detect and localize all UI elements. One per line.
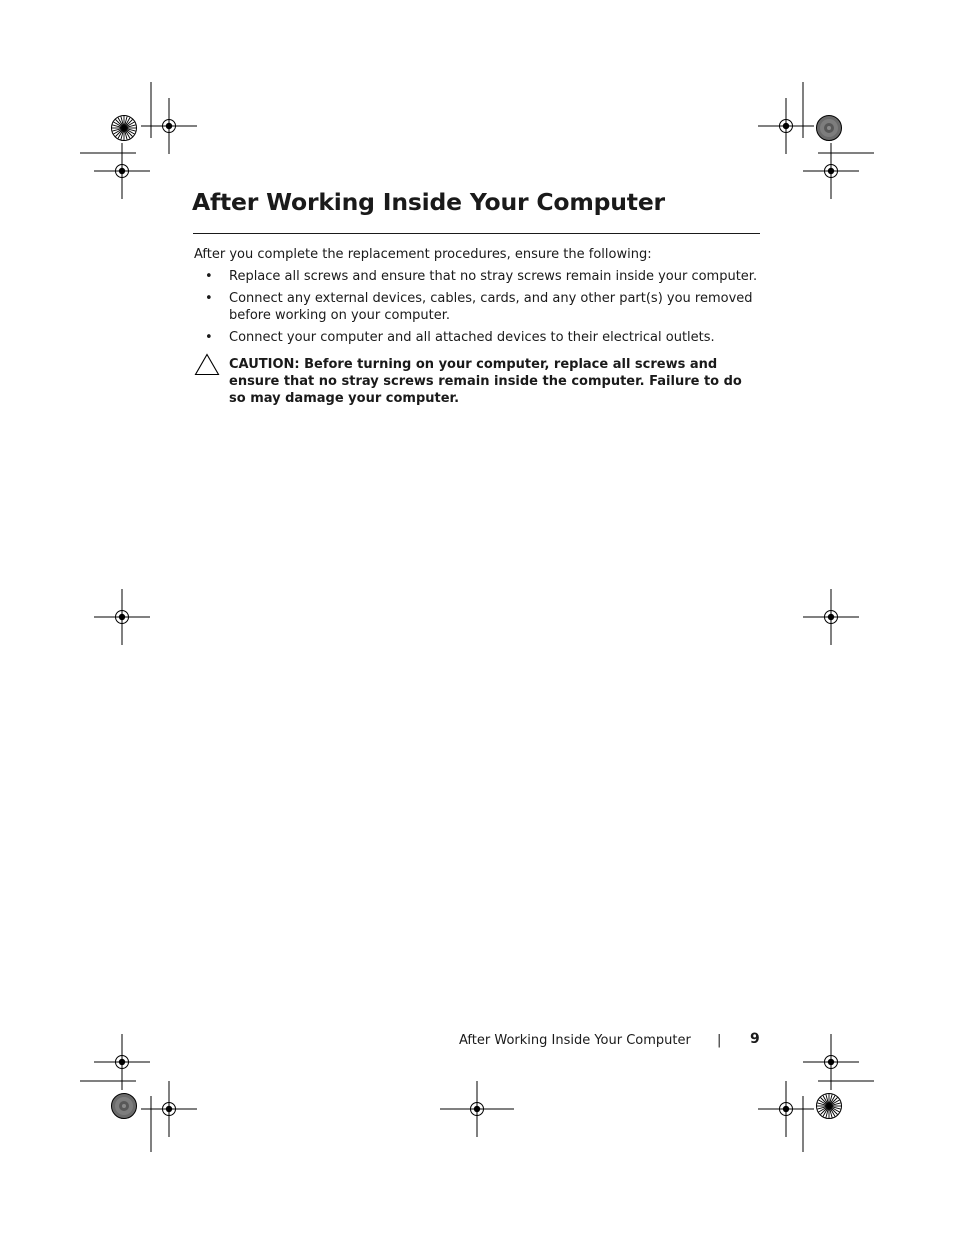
page-title: After Working Inside Your Computer [192,188,665,216]
list-item [205,290,759,324]
list-item-text: Connect your computer and all attached devices to their electrical outlets. [229,330,715,345]
registration-crosshair-icon [803,589,859,645]
list-item [205,268,759,285]
caution-note: CAUTION: Before turning on your computer, replace all screws and ensure that no stray screws remain inside the computer. Failure to do so may damage your computer. [229,357,742,406]
bullet-icon: • [205,291,213,306]
registration-crosshair-icon [94,589,150,645]
page-number: 9 [750,1031,760,1047]
registration-crosshair-icon [803,1034,859,1090]
footer-separator: | [717,1033,722,1048]
registration-crosshair-icon [94,143,150,199]
starburst-target-icon [112,1094,137,1119]
title-rule [193,233,760,234]
registration-crosshair-icon [758,98,814,154]
bullet-icon: • [205,269,213,284]
bullet-icon: • [205,330,213,345]
registration-crosshair-icon [94,1034,150,1090]
registration-crosshair-icon [758,1081,814,1137]
starburst-target-icon [817,1094,842,1119]
list-item-text: Replace all screws and ensure that no stray screws remain inside your computer. [229,269,758,284]
list-item [205,329,759,346]
registration-crosshair-icon [141,98,197,154]
caution-triangle-icon [194,353,220,376]
list-item-text: Connect any external devices, cables, cards, and any other part(s) you removed before working on your computer. [229,291,753,323]
registration-crosshair-icon [141,1081,197,1137]
intro-text: After you complete the replacement procedures, ensure the following: [194,247,652,262]
footer-section-title: After Working Inside Your Computer [459,1033,691,1048]
registration-crosshair-icon [803,143,859,199]
starburst-target-icon [817,116,842,141]
starburst-target-icon [112,116,137,141]
